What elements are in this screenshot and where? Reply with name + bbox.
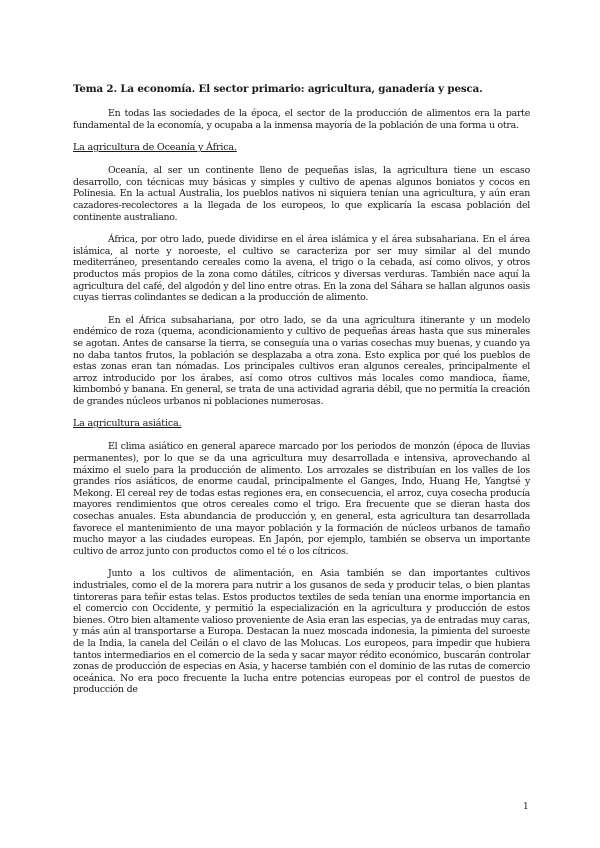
page-number: 1 [523, 802, 529, 812]
paragraph-asia-industrial: Junto a los cultivos de alimentación, en Asia también se dan importantes cultivos industriales, como el de la morera para nutrir a los gusanos de seda y producir telas, o bien plantas tintoreras para teñir estas telas. Estos productos textiles de seda tenían una enorme importancia en el comercio con Occidente, y permitió la especialización en la agricultura y producción de estos bienes. Otro bien altamente valioso proveniente de Asia eran las especias, ya de entradas muy caras, y más aún al transportarse a Europa. Destacan la nuez moscada indonesia, la pimienta del suroeste de la India, la canela del Ceilán o el clavo de las Molucas. Los europeos, para impedir que hubiera tantos intermediarios en el comercio de la seda y sacar mayor rédito económico, buscarán controlar zonas de producción de especias en Asia, y hacerse también con el dominio de las rutas de comercio oceánica. No era poco frecuente la lucha entre potencias europeas por el control de puestos de producción de [73, 568, 530, 696]
paragraph-africa-subsaharan: En el África subsahariana, por otro lado, se da una agricultura itinerante y un modelo endémico de roza (quema, acondicionamiento y cultivo de pequeñas áreas hasta que sus minerales se agotan. Antes de cansarse la tierra, se conseguía una o varias cosechas muy buenas, y cuando ya no daba tantos frutos, la población se desplazaba a otra zona. Esto explica por qué los pueblos de estas zonas eran tan nómadas. Los principales cultivos eran algunos cereales, principalmente el arroz introducido por los árabes, así como otros cultivos más locales como mandioca, ñame, kimbombó y banana. En general, se trata de una actividad agraria débil, que no permitía la creación de grandes núcleos urbanos ni poblaciones numerosas. [73, 314, 530, 407]
section-heading-asia: La agricultura asiática. [73, 418, 182, 430]
section-heading-oceania-africa: La agricultura de Oceanía y África. [73, 142, 237, 154]
intro-paragraph: En todas las sociedades de la época, el sector de la producción de alimentos era la parte fundamental de la economía, y ocupaba a la inmensa mayoría de la población de una forma u otra. [73, 108, 530, 131]
paragraph-oceania: Oceanía, al ser un continente lleno de pequeñas islas, la agricultura tiene un escaso desarrollo, con técnicas muy básicas y simples y cultivo de apenas algunos boniatos y cocos en Polinesia. En la actual Australia, los pueblos nativos ni siquiera tenían una agricultura, y aún eran cazadores-recolectores a la llegada de los europeos, lo que explicaría la escasa población del continente australiano. [73, 165, 530, 223]
document-title: Tema 2. La economía. El sector primario: agricultura, ganadería y pesca. [73, 83, 483, 95]
document-body [73, 82, 530, 707]
paragraph-asia-climate: El clima asiático en general aparece marcado por los periodos de monzón (época de lluvias permanentes), por lo que se da una agricultura muy desarrollada e intensiva, aprovechando al máximo el suelo para la producción de alimento. Los arrozales se distribuían en los valles de los grandes ríos asiáticos, de enorme caudal, principalmente el Ganges, Indo, Huang He, Yangtsé y Mekong. El cereal rey de todas estas regiones era, en consecuencia, el arroz, cuya cosecha producía mayores rendimientos que otros cereales como el trigo. Era frecuente que se dieran hasta dos cosechas anuales. Esta abundancia de producción y, en general, esta agricultura tan desarrollada favorece el mantenimiento de una mayor población y la formación de núcleos urbanos de tamaño mucho mayor a las ciudades europeas. En Japón, por ejemplo, también se observa un importante cultivo de arroz junto con productos como el té o los cítricos. [73, 441, 530, 557]
paragraph-africa-islamic: África, por otro lado, puede dividirse en el área islámica y el área subsahariana. En el área islámica, al norte y noroeste, el cultivo se caracteriza por ser muy similar al del mundo mediterráneo, presentando cereales como la avena, el trigo o la cebada, así como olivos, y otros productos más propios de la zona como dátiles, cítricos y diversas verduras. También nace aquí la agricultura del café, del algodón y del lino entre otras. En la zona del Sáhara se hallan algunos oasis cuyas tierras colindantes se dedican a la producción de alimento. [73, 234, 530, 304]
